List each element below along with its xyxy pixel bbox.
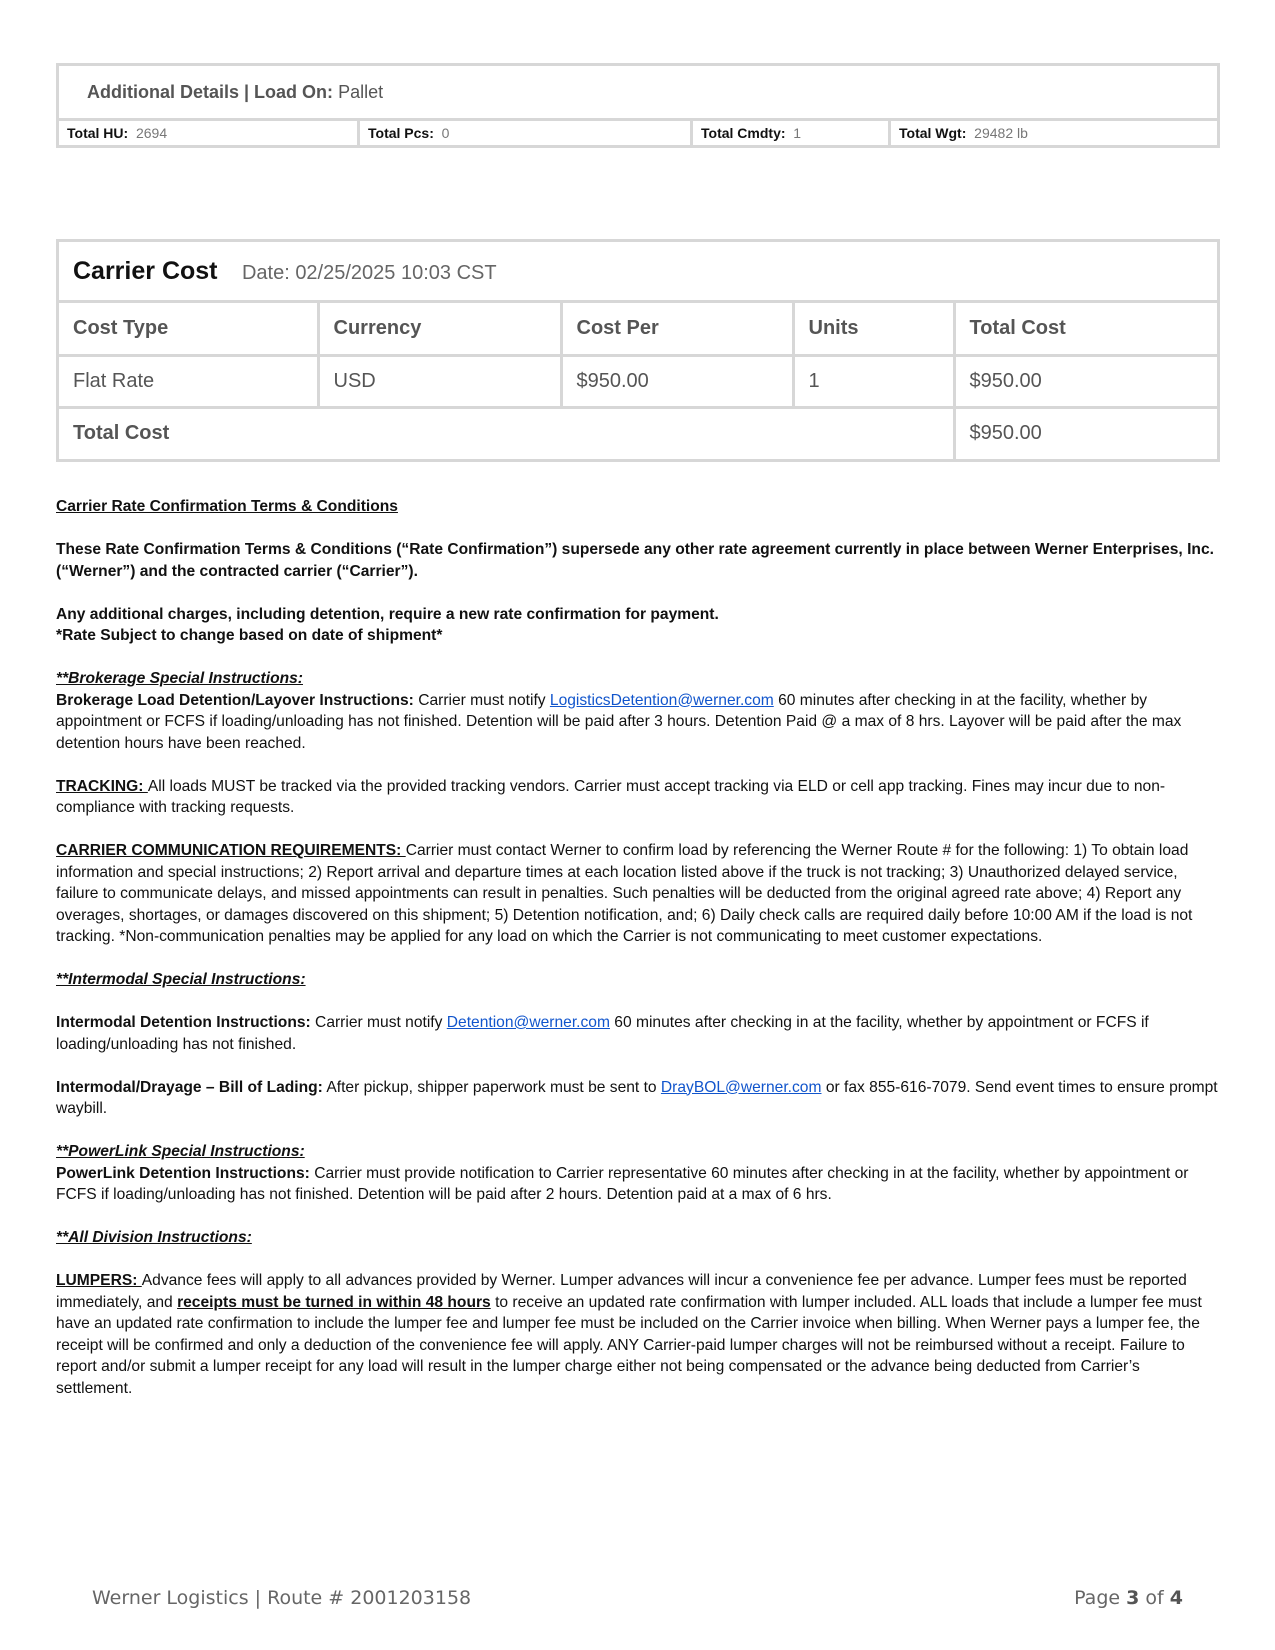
cell-total-cost: $950.00 (954, 355, 1217, 407)
tracking-text: All loads MUST be tracked via the provided tracking vendors. Carrier must accept tracking via ELD or cell app tracking. Fines may incur due to non-compliance with tracking requests. (56, 777, 1166, 816)
brokerage-heading: **Brokerage Special Instructions: (56, 670, 303, 687)
total-wgt-value: 29482 lb (974, 125, 1028, 141)
rate-subject-text: *Rate Subject to change based on date of shipment* (56, 627, 443, 644)
intermodal-text-b: 60 minutes after checking in at the facility, whether by appointment or FCFS if loading/unloading has not finished. (56, 1014, 1149, 1053)
intermodal-heading: **Intermodal Special Instructions: (56, 971, 306, 988)
powerlink-paragraph (56, 1141, 1220, 1206)
lumpers-paragraph (56, 1270, 1220, 1399)
all-division-heading: **All Division Instructions: (56, 1229, 252, 1246)
carrier-cost-table (59, 303, 1217, 459)
table-row (59, 355, 1217, 407)
total-hu-label: Total HU: (67, 125, 129, 141)
additional-charges-text: Any additional charges, including detention, require a new rate confirmation for payment. (56, 605, 719, 623)
column-header-total-cost: Total Cost (954, 303, 1217, 355)
drayage-text-a: After pickup, shipper paperwork must be sent to (322, 1078, 661, 1096)
additional-details-panel (56, 63, 1220, 148)
total-hu-value: 2694 (135, 125, 168, 141)
column-header-units: Units (793, 303, 954, 355)
all-division-heading-paragraph (56, 1227, 1220, 1249)
brokerage-text-a: Carrier must notify (413, 691, 550, 709)
total-pcs-label: Total Pcs: (368, 125, 434, 141)
column-header-currency: Currency (318, 303, 561, 355)
page-mid: of (1139, 1587, 1170, 1609)
total-cmdty-cell (693, 121, 891, 145)
communication-label: CARRIER COMMUNICATION REQUIREMENTS: (56, 842, 406, 859)
cell-cost-per: $950.00 (561, 355, 793, 407)
total-row (59, 407, 1217, 459)
draybol-email-link[interactable]: DrayBOL@werner.com (660, 1078, 822, 1096)
intermodal-text-a: Carrier must notify (310, 1014, 447, 1031)
lumpers-text-a: Advance fees will apply to all advances provided by Werner. Lumper advances will incur a convenience fee per advance. Lumper fees must be reported immediately, and (56, 1272, 1187, 1311)
column-header-cost-per: Cost Per (561, 303, 793, 355)
lumpers-text-b: to receive an updated rate confirmation with lumper included. ALL loads that include a lumper fee must have an updated rate confirmation to include the lumper fee and lumper fee must be included on the Carrier invoice when billing. When Werner pays a lumper fee, the receipt will be confirmed and only a deduction of the convenience fee will apply. ANY Carrier-paid lumper charges will not be reimbursed without a receipt. Failure to report and/or submit a lumper receipt for any load will result in the lumper charge either not being compensated or the advance being deducted from Carrier’s settlement. (56, 1293, 1202, 1397)
total-pcs-value: 0 (441, 125, 450, 141)
brokerage-text-b: 60 minutes after checking in at the facility, whether by appointment or FCFS if loading/unloading has not finished. Detention will be paid after 3 hours. Detention Paid @ a max of 8 hrs. Layover will be paid after the max detention hours have been reached. (56, 691, 1182, 752)
drayage-paragraph (56, 1077, 1220, 1120)
intermodal-paragraph (56, 1012, 1220, 1055)
supersede-paragraph: These Rate Confirmation Terms & Conditions (“Rate Confirmation”) supersede any other rate agreement currently in place between Werner Enterprises, Inc. (“Werner”) and the contracted carrier (“Carrier”). (56, 541, 1214, 580)
intermodal-label: Intermodal Detention Instructions: (56, 1014, 311, 1031)
powerlink-text: Carrier must provide notification to Carrier representative 60 minutes after checking in at the facility, whether by appointment or FCFS if loading/unloading has not finished. Detention will be paid after 2 hours. Detention paid at a max of 6 hrs. (56, 1164, 1189, 1203)
page-current: 3 (1126, 1587, 1140, 1609)
drayage-label: Intermodal/Drayage – Bill of Lading: (56, 1078, 323, 1096)
cell-cost-type: Flat Rate (59, 355, 318, 407)
total-cmdty-value: 1 (793, 125, 802, 141)
total-wgt-label: Total Wgt: (899, 125, 967, 141)
total-cmdty-label: Total Cmdty: (701, 125, 786, 141)
powerlink-heading: **PowerLink Special Instructions: (56, 1143, 305, 1160)
total-hu-cell (59, 121, 360, 145)
load-on-label: Additional Details | Load On: (87, 82, 334, 102)
page-footer (92, 1587, 1183, 1609)
communication-paragraph (56, 840, 1220, 948)
cell-currency: USD (318, 355, 561, 407)
page-prefix: Page (1074, 1587, 1127, 1609)
intermodal-heading-paragraph (56, 969, 1220, 991)
brokerage-label: Brokerage Load Detention/Layover Instructions: (56, 691, 414, 709)
charges-paragraph (56, 604, 1220, 647)
totals-row (59, 121, 1217, 145)
terms-heading: Carrier Rate Confirmation Terms & Conditions (56, 498, 398, 515)
tracking-label: TRACKING: (56, 777, 148, 795)
drayage-text-b: or fax 855-616-7079. Send event times to ensure prompt waybill. (56, 1078, 1218, 1117)
total-pcs-cell (360, 121, 693, 145)
column-header-cost-type: Cost Type (59, 303, 318, 355)
communication-text: Carrier must contact Werner to confirm load by referencing the Werner Route # for the following: 1) To obtain load information and special instructions; 2) Report arrival and departure times at each location listed above if the truck is not tracking; 3) Unauthorized delayed service, failure to communicate delays, and missed appointments can result in penalties. Such penalties will be deducted from the original agreed rate above; 4) Report any overages, shortages, or damages discovered on this shipment; 5) Detention notification, and; 6) Daily check calls are required daily before 10:00 AM if the load is not tracking. *Non-communication penalties may be applied for any load on which the Carrier is not communicating to meet customer expectations. (56, 842, 1193, 945)
carrier-cost-date: Date: 02/25/2025 10:03 CST (241, 262, 497, 284)
lumpers-label: LUMPERS: (56, 1272, 142, 1289)
page-number (1074, 1587, 1183, 1609)
logistics-detention-email-link[interactable]: LogisticsDetention@werner.com (549, 691, 774, 709)
total-cost-label: Total Cost (59, 407, 954, 459)
additional-details-title (59, 66, 1217, 121)
lumpers-emphasis: receipts must be turned in within 48 hours (177, 1293, 491, 1311)
footer-route: Werner Logistics | Route # 2001203158 (92, 1587, 472, 1609)
carrier-cost-panel (56, 239, 1220, 462)
carrier-cost-header (59, 242, 1217, 303)
total-wgt-cell (891, 121, 1217, 145)
carrier-cost-title: Carrier Cost (73, 257, 218, 285)
table-header-row (59, 303, 1217, 355)
terms-section (56, 496, 1220, 1421)
total-cost-value: $950.00 (969, 422, 1042, 445)
powerlink-label: PowerLink Detention Instructions: (56, 1164, 310, 1182)
tracking-paragraph (56, 776, 1220, 819)
cell-units: 1 (793, 355, 954, 407)
brokerage-paragraph (56, 668, 1220, 754)
load-on-value: Pallet (338, 82, 384, 102)
page-total: 4 (1169, 1587, 1183, 1609)
detention-email-link[interactable]: Detention@werner.com (446, 1014, 610, 1031)
